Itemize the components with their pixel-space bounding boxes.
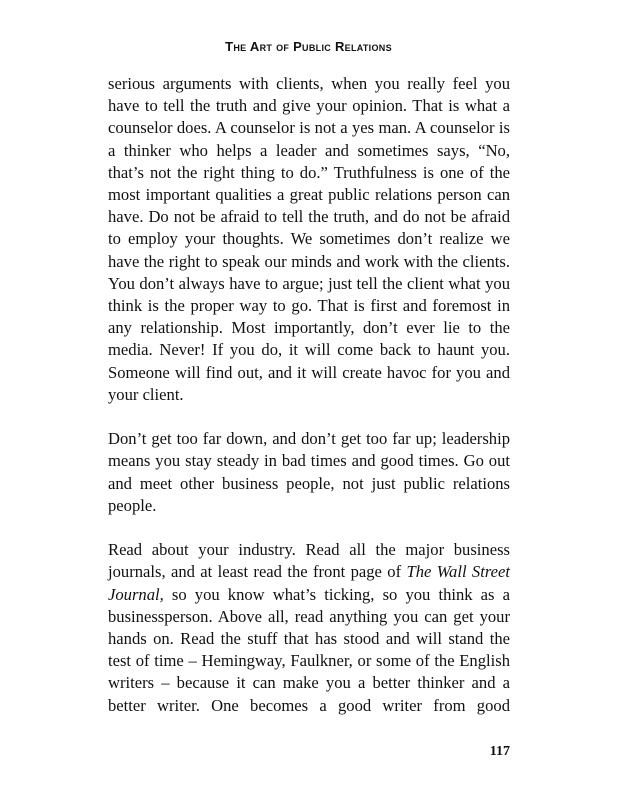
running-head: The Art of Public Relations <box>225 39 392 54</box>
journal-title: The Wall Street Journal, <box>108 562 511 604</box>
body-text <box>108 73 510 717</box>
paragraph-3-text-b: so you know what’s ticking, so you think as a businessperson. Above all, read anything you can get your hands on. Read the stuff that has stood and will stand the test of time – Hemingway, Faulkner, or some of the English writers – because it can make you a better thinker and a better writer. One becomes a good writer from good <box>108 584 510 715</box>
paragraph-2: Don’t get too far down, and don’t get too far up; leadership means you stay steady in bad times and good times. Go out and meet other business people, not just public relations people. <box>108 429 510 515</box>
paragraph-3-text-a: Read about your industry. Read all the major business journals, and at least read the front page of <box>108 540 510 582</box>
page-number: 117 <box>489 744 510 759</box>
paragraph-3 <box>108 539 510 717</box>
paragraph-1: serious arguments with clients, when you really feel you have to tell the truth and give your opinion. That is what a counselor does. A counselor is not a yes man. A counselor is a thinker who helps a leader and sometimes says, “No, that’s not the right thing to do.” Truthfulness is one of the most important qualities a great public relations person can have. Do not be afraid to tell the truth, and do not be afraid to employ your thoughts. We sometimes don’t realize we have the right to speak our minds and work with the clients. You don’t always have to argue; just tell the client what you think is the proper way to go. That is first and foremost in any relationship. Most importantly, don’t ever lie to the media. Never! If you do, it will come back to haunt you. Someone will find out, and it will create havoc for you and your client. <box>108 74 510 404</box>
